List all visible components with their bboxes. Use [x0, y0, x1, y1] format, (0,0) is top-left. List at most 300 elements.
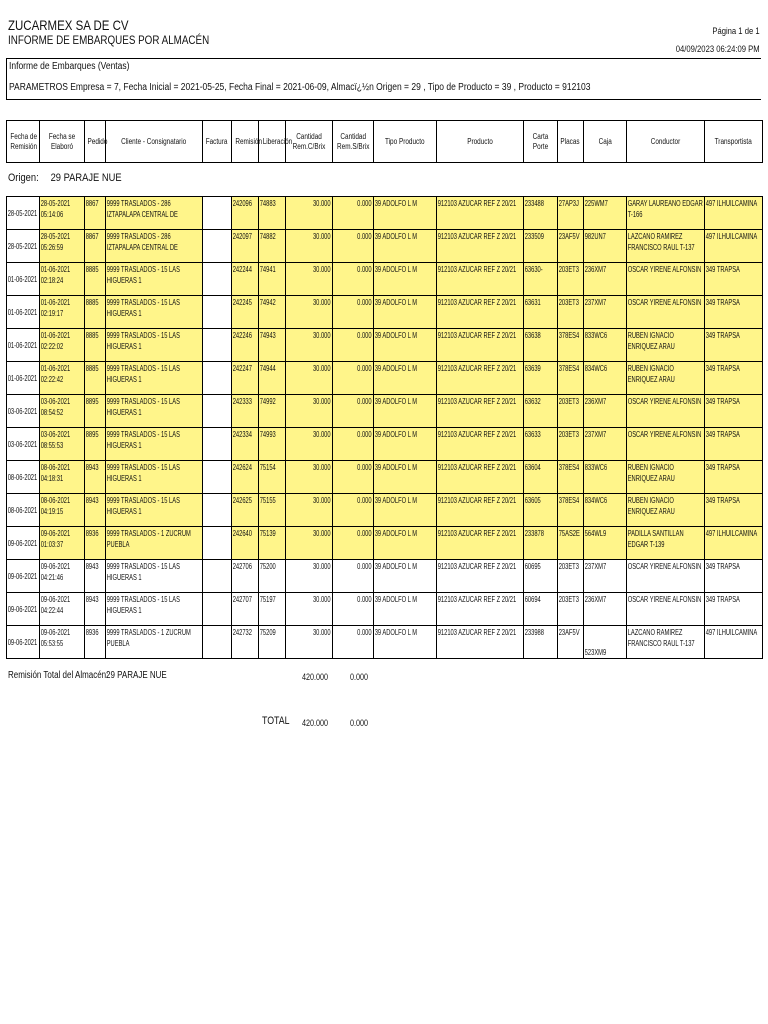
col-header-cliente [106, 121, 203, 163]
factura-value [203, 593, 223, 594]
carta-porte-value: 233488 [524, 199, 544, 208]
cell-placas [558, 197, 584, 230]
cell-placas [558, 329, 584, 362]
pedido-value: 8885 [85, 364, 99, 373]
producto-value: 912103 AZUCAR REF Z 20/21 [437, 232, 517, 241]
cell-liberacion [259, 428, 286, 461]
cantidad-s-brix-value: 0.000 [357, 595, 372, 604]
pedido-value: 8936 [85, 628, 99, 637]
cantidad-s-brix-value: 0.000 [357, 562, 372, 571]
cell-fecha-elaboro [40, 329, 85, 362]
cell-placas [558, 263, 584, 296]
cell-factura [203, 461, 232, 494]
cell-caja [584, 494, 627, 527]
cell-cantidad-s-brix [333, 395, 374, 428]
cantidad-s-brix-value: 0.000 [357, 397, 372, 406]
tipo-producto-value: 39 ADOLFO L M [374, 232, 418, 241]
cell-pedido [85, 461, 106, 494]
caja-value: 833WC6 [584, 331, 608, 340]
cell-caja [584, 428, 627, 461]
pedido-value: 8885 [85, 331, 99, 340]
cantidad-c-brix-value: 30.000 [312, 628, 331, 637]
cell-factura [203, 263, 232, 296]
cell-producto [437, 329, 524, 362]
cell-tipo-producto [374, 428, 437, 461]
cell-cantidad-s-brix [333, 626, 374, 659]
cell-transportista [705, 296, 763, 329]
cell-cliente [106, 428, 203, 461]
liberacion-value: 74943 [259, 331, 276, 340]
cell-fecha-elaboro [40, 395, 85, 428]
carta-porte-value: 63632 [524, 397, 541, 406]
cell-liberacion [259, 395, 286, 428]
cantidad-c-brix-value: 30.000 [312, 496, 331, 505]
placas-value: 23AF5V [558, 232, 580, 241]
col-header-conductor [627, 121, 705, 163]
cell-pedido [85, 362, 106, 395]
cell-cantidad-s-brix [333, 461, 374, 494]
col-header-placas [558, 121, 584, 163]
fecha-remision-value: 08-06-2021 [7, 472, 38, 482]
cell-caja [584, 362, 627, 395]
placas-value: 75AS2E [558, 529, 580, 538]
caja-value: 834WC6 [584, 364, 608, 373]
cell-tipo-producto [374, 296, 437, 329]
table-row [7, 494, 763, 527]
col-header-label: Liberación [262, 136, 293, 146]
cell-fecha-remision [7, 626, 40, 659]
cell-pedido [85, 494, 106, 527]
tipo-producto-value: 39 ADOLFO L M [374, 529, 418, 538]
col-header-label: Producto [467, 136, 493, 146]
cell-cantidad-c-brix [286, 197, 333, 230]
col-header-label: Transportista [714, 136, 753, 146]
pedido-value: 8895 [85, 430, 99, 439]
cantidad-s-brix-value: 0.000 [357, 529, 372, 538]
placas-value: 378ES4 [558, 331, 580, 340]
cell-caja [584, 527, 627, 560]
cell-carta-porte [524, 230, 558, 263]
fecha-remision-value: 03-06-2021 [7, 406, 38, 416]
table-row [7, 230, 763, 263]
cell-cliente [106, 362, 203, 395]
col-header-tipo-producto [374, 121, 437, 163]
remision-value: 242246 [232, 331, 252, 340]
cliente-value: 9999 TRASLADOS - 15 LAS HIGUERAS 1 [106, 463, 180, 483]
cell-conductor [627, 428, 705, 461]
col-header-liberacion [259, 121, 293, 163]
tipo-producto-value: 39 ADOLFO L M [374, 331, 418, 340]
cell-cantidad-s-brix [333, 362, 374, 395]
cell-fecha-remision [7, 197, 40, 230]
column-header-row [7, 121, 763, 163]
cell-remision [232, 329, 259, 362]
table-row [7, 197, 763, 230]
cell-fecha-elaboro [40, 593, 85, 626]
fecha-remision-value: 03-06-2021 [7, 439, 38, 449]
cell-liberacion [259, 461, 286, 494]
caja-value: 237XM7 [584, 562, 607, 571]
transportista-value: 497 ILHUILCAMINA [705, 232, 758, 241]
conductor-value: LAZCANO RAMIREZ FRANCISCO RAUL T-137 [627, 232, 695, 252]
cell-factura [203, 494, 232, 527]
cell-remision [232, 527, 259, 560]
table-row [7, 395, 763, 428]
cell-conductor [627, 593, 705, 626]
remision-value: 242334 [232, 430, 252, 439]
factura-value [203, 626, 223, 627]
cell-carta-porte [524, 296, 558, 329]
tipo-producto-value: 39 ADOLFO L M [374, 199, 418, 208]
cell-carta-porte [524, 428, 558, 461]
factura-value [203, 494, 223, 495]
table-row [7, 296, 763, 329]
cell-transportista [705, 593, 763, 626]
report-header [8, 18, 209, 48]
cell-producto [437, 494, 524, 527]
fecha-remision-value: 01-06-2021 [7, 274, 38, 284]
cell-factura [203, 593, 232, 626]
cell-cantidad-c-brix [286, 593, 333, 626]
producto-value: 912103 AZUCAR REF Z 20/21 [437, 199, 517, 208]
cell-cantidad-s-brix [333, 560, 374, 593]
cell-caja [584, 593, 627, 626]
cell-conductor [627, 197, 705, 230]
cell-tipo-producto [374, 197, 437, 230]
cell-tipo-producto [374, 395, 437, 428]
cell-transportista [705, 560, 763, 593]
grand-total-label: TOTAL [262, 715, 290, 727]
conductor-value: RUBEN IGNACIO ENRIQUEZ ARAU [627, 364, 675, 384]
carta-porte-value: 63630- [524, 265, 543, 274]
cantidad-c-brix-value: 30.000 [312, 463, 331, 472]
cell-pedido [85, 230, 106, 263]
liberacion-value: 75200 [259, 562, 276, 571]
cell-factura [203, 527, 232, 560]
cell-transportista [705, 329, 763, 362]
cell-placas [558, 395, 584, 428]
cell-placas [558, 560, 584, 593]
cell-liberacion [259, 197, 286, 230]
cell-fecha-elaboro [40, 362, 85, 395]
cell-fecha-elaboro [40, 230, 85, 263]
cliente-value: 9999 TRASLADOS - 15 LAS HIGUERAS 1 [106, 496, 180, 516]
cell-placas [558, 230, 584, 263]
producto-value: 912103 AZUCAR REF Z 20/21 [437, 529, 517, 538]
cell-cliente [106, 263, 203, 296]
warehouse-total-name: 29 PARAJE NUE [106, 670, 167, 681]
col-header-label: Caja [598, 136, 612, 146]
factura-value [203, 230, 223, 231]
cell-transportista [705, 395, 763, 428]
fecha-elaboro-value: 28-05-2021 05:26:59 [40, 232, 71, 252]
col-header-fecha-elaboro [40, 121, 85, 163]
transportista-value: 349 TRAPSA [705, 562, 740, 571]
cantidad-s-brix-value: 0.000 [357, 265, 372, 274]
table-row [7, 329, 763, 362]
cell-carta-porte [524, 197, 558, 230]
tipo-producto-value: 39 ADOLFO L M [374, 397, 418, 406]
origin-label: Origen: [8, 172, 39, 184]
pedido-value: 8943 [85, 595, 99, 604]
cell-factura [203, 428, 232, 461]
conductor-value: OSCAR YIRENE ALFONSIN [627, 595, 702, 604]
cliente-value: 9999 TRASLADOS - 286 IZTAPALAPA CENTRAL DE [106, 232, 178, 252]
cell-carta-porte [524, 362, 558, 395]
cantidad-s-brix-value: 0.000 [357, 463, 372, 472]
cell-pedido [85, 560, 106, 593]
producto-value: 912103 AZUCAR REF Z 20/21 [437, 298, 517, 307]
cell-liberacion [259, 263, 286, 296]
cell-remision [232, 230, 259, 263]
cliente-value: 9999 TRASLADOS - 15 LAS HIGUERAS 1 [106, 595, 180, 615]
cell-conductor [627, 329, 705, 362]
liberacion-value: 74993 [259, 430, 276, 439]
fecha-remision-value: 09-06-2021 [7, 637, 38, 647]
transportista-value: 497 ILHUILCAMINA [705, 628, 758, 637]
fecha-elaboro-value: 28-05-2021 05:14:06 [40, 199, 71, 219]
cell-producto [437, 296, 524, 329]
tipo-producto-value: 39 ADOLFO L M [374, 562, 418, 571]
cell-pedido [85, 263, 106, 296]
cell-remision [232, 494, 259, 527]
page-number: Página 1 de 1 [712, 26, 760, 36]
cell-placas [558, 296, 584, 329]
factura-value [203, 329, 223, 330]
cell-cantidad-s-brix [333, 494, 374, 527]
params-title: Informe de Embarques (Ventas) [9, 61, 130, 72]
cell-tipo-producto [374, 461, 437, 494]
col-header-label: Fecha se Elaboró [48, 131, 76, 151]
producto-value: 912103 AZUCAR REF Z 20/21 [437, 628, 517, 637]
conductor-value: PADILLA SANTILLAN EDGAR T-139 [627, 529, 684, 549]
table-row [7, 362, 763, 395]
cell-caja [584, 263, 627, 296]
grand-total-s-brix: 0.000 [350, 718, 369, 728]
fecha-elaboro-value: 01-06-2021 02:22:02 [40, 331, 71, 351]
cell-transportista [705, 197, 763, 230]
col-header-label: Pedido [87, 136, 108, 146]
liberacion-value: 74944 [259, 364, 276, 373]
shipments-table [6, 196, 763, 659]
cell-caja [584, 626, 627, 659]
cantidad-c-brix-value: 30.000 [312, 595, 331, 604]
cell-conductor [627, 395, 705, 428]
cell-cantidad-c-brix [286, 560, 333, 593]
col-header-pedido [85, 121, 106, 163]
caja-value: 833WC6 [584, 463, 608, 472]
cantidad-c-brix-value: 30.000 [312, 529, 331, 538]
cell-cantidad-c-brix [286, 494, 333, 527]
cell-tipo-producto [374, 494, 437, 527]
cell-pedido [85, 329, 106, 362]
fecha-elaboro-value: 09-06-2021 04:22:44 [40, 595, 71, 615]
pedido-value: 8943 [85, 562, 99, 571]
cell-transportista [705, 362, 763, 395]
cell-caja [584, 560, 627, 593]
shipments-table-body [7, 197, 763, 659]
liberacion-value: 74882 [259, 232, 276, 241]
cell-fecha-remision [7, 263, 40, 296]
cell-transportista [705, 428, 763, 461]
cell-cliente [106, 461, 203, 494]
cell-remision [232, 560, 259, 593]
cell-cliente [106, 395, 203, 428]
cantidad-s-brix-value: 0.000 [357, 199, 372, 208]
cell-placas [558, 461, 584, 494]
liberacion-value: 75209 [259, 628, 276, 637]
cell-producto [437, 461, 524, 494]
cell-factura [203, 626, 232, 659]
carta-porte-value: 63639 [524, 364, 541, 373]
cell-carta-porte [524, 626, 558, 659]
cell-pedido [85, 593, 106, 626]
caja-value: 236XM7 [584, 595, 607, 604]
col-header-remision [232, 121, 263, 163]
producto-value: 912103 AZUCAR REF Z 20/21 [437, 562, 517, 571]
cell-cantidad-c-brix [286, 395, 333, 428]
cell-placas [558, 626, 584, 659]
placas-value: 378ES4 [558, 364, 580, 373]
cantidad-c-brix-value: 30.000 [312, 199, 331, 208]
carta-porte-value: 63638 [524, 331, 541, 340]
caja-value: 523XM9 [584, 648, 607, 657]
col-header-label: Remisión [235, 136, 263, 146]
cell-fecha-elaboro [40, 494, 85, 527]
cell-factura [203, 395, 232, 428]
cell-cantidad-s-brix [333, 230, 374, 263]
carta-porte-value: 233509 [524, 232, 544, 241]
cell-remision [232, 263, 259, 296]
fecha-elaboro-value: 01-06-2021 02:22:42 [40, 364, 71, 384]
cell-tipo-producto [374, 560, 437, 593]
cell-caja [584, 395, 627, 428]
remision-value: 242640 [232, 529, 252, 538]
col-header-label: Cantidad Rem.C/Brix [292, 131, 326, 151]
col-header-label: Placas [560, 136, 581, 146]
fecha-elaboro-value: 01-06-2021 02:18:24 [40, 265, 71, 285]
carta-porte-value: 63633 [524, 430, 541, 439]
cantidad-s-brix-value: 0.000 [357, 298, 372, 307]
cell-placas [558, 593, 584, 626]
cell-conductor [627, 362, 705, 395]
cell-remision [232, 296, 259, 329]
cell-caja [584, 296, 627, 329]
cell-conductor [627, 230, 705, 263]
cell-cantidad-s-brix [333, 329, 374, 362]
liberacion-value: 74992 [259, 397, 276, 406]
conductor-value: OSCAR YIRENE ALFONSIN [627, 397, 702, 406]
cell-placas [558, 494, 584, 527]
col-header-label: Cliente - Consignatario [121, 136, 187, 146]
cell-conductor [627, 263, 705, 296]
cell-pedido [85, 296, 106, 329]
placas-value: 378ES4 [558, 463, 580, 472]
factura-value [203, 197, 223, 198]
remision-value: 242707 [232, 595, 252, 604]
cell-tipo-producto [374, 263, 437, 296]
cell-fecha-remision [7, 593, 40, 626]
cell-cantidad-s-brix [333, 263, 374, 296]
liberacion-value: 75154 [259, 463, 276, 472]
cell-transportista [705, 494, 763, 527]
fecha-remision-value: 28-05-2021 [7, 241, 38, 251]
cell-remision [232, 197, 259, 230]
cliente-value: 9999 TRASLADOS - 1 ZUCRUM PUEBLA [106, 529, 191, 549]
producto-value: 912103 AZUCAR REF Z 20/21 [437, 430, 517, 439]
cliente-value: 9999 TRASLADOS - 15 LAS HIGUERAS 1 [106, 562, 180, 582]
tipo-producto-value: 39 ADOLFO L M [374, 364, 418, 373]
cell-placas [558, 428, 584, 461]
caja-value: 225WM7 [584, 199, 608, 208]
tipo-producto-value: 39 ADOLFO L M [374, 595, 418, 604]
cell-fecha-elaboro [40, 461, 85, 494]
column-header-table [6, 120, 763, 163]
cell-cantidad-s-brix [333, 527, 374, 560]
cell-liberacion [259, 329, 286, 362]
producto-value: 912103 AZUCAR REF Z 20/21 [437, 397, 517, 406]
factura-value [203, 527, 223, 528]
cell-liberacion [259, 494, 286, 527]
pedido-value: 8867 [85, 232, 99, 241]
col-header-carta-porte [524, 121, 558, 163]
pedido-value: 8943 [85, 463, 99, 472]
cell-cliente [106, 527, 203, 560]
cell-fecha-remision [7, 362, 40, 395]
cantidad-c-brix-value: 30.000 [312, 430, 331, 439]
cell-producto [437, 626, 524, 659]
col-header-factura [203, 121, 232, 163]
placas-value: 203ET3 [558, 265, 579, 274]
conductor-value: OSCAR YIRENE ALFONSIN [627, 562, 702, 571]
transportista-value: 349 TRAPSA [705, 265, 740, 274]
cell-cliente [106, 626, 203, 659]
cell-conductor [627, 560, 705, 593]
conductor-value: GARAY LAUREANO EDGAR T-166 [627, 199, 703, 219]
table-row [7, 593, 763, 626]
fecha-remision-value: 08-06-2021 [7, 505, 38, 515]
cell-producto [437, 428, 524, 461]
cell-transportista [705, 527, 763, 560]
cell-conductor [627, 527, 705, 560]
col-header-fecha-remision [7, 121, 40, 163]
cell-remision [232, 626, 259, 659]
transportista-value: 349 TRAPSA [705, 364, 740, 373]
col-header-label: Cantidad Rem.S/Brix [337, 131, 370, 151]
remision-value: 242333 [232, 397, 252, 406]
cell-tipo-producto [374, 593, 437, 626]
col-header-label: Carta Porte [532, 131, 549, 151]
fecha-elaboro-value: 09-06-2021 04:21:46 [40, 562, 71, 582]
col-header-producto [437, 121, 524, 163]
cell-remision [232, 395, 259, 428]
conductor-value: OSCAR YIRENE ALFONSIN [627, 298, 702, 307]
col-header-label: Factura [206, 136, 228, 146]
cell-cantidad-s-brix [333, 296, 374, 329]
cantidad-s-brix-value: 0.000 [357, 364, 372, 373]
fecha-remision-value: 09-06-2021 [7, 604, 38, 614]
placas-value: 203ET3 [558, 430, 579, 439]
warehouse-total-label: Remisión Total del Almacén: [8, 670, 109, 681]
liberacion-value: 74883 [259, 199, 276, 208]
cell-liberacion [259, 230, 286, 263]
col-header-cantidad-c-brix [286, 121, 333, 163]
liberacion-value: 75139 [259, 529, 276, 538]
cell-conductor [627, 626, 705, 659]
remision-value: 242245 [232, 298, 252, 307]
cell-cantidad-c-brix [286, 428, 333, 461]
caja-value: 237XM7 [584, 298, 607, 307]
